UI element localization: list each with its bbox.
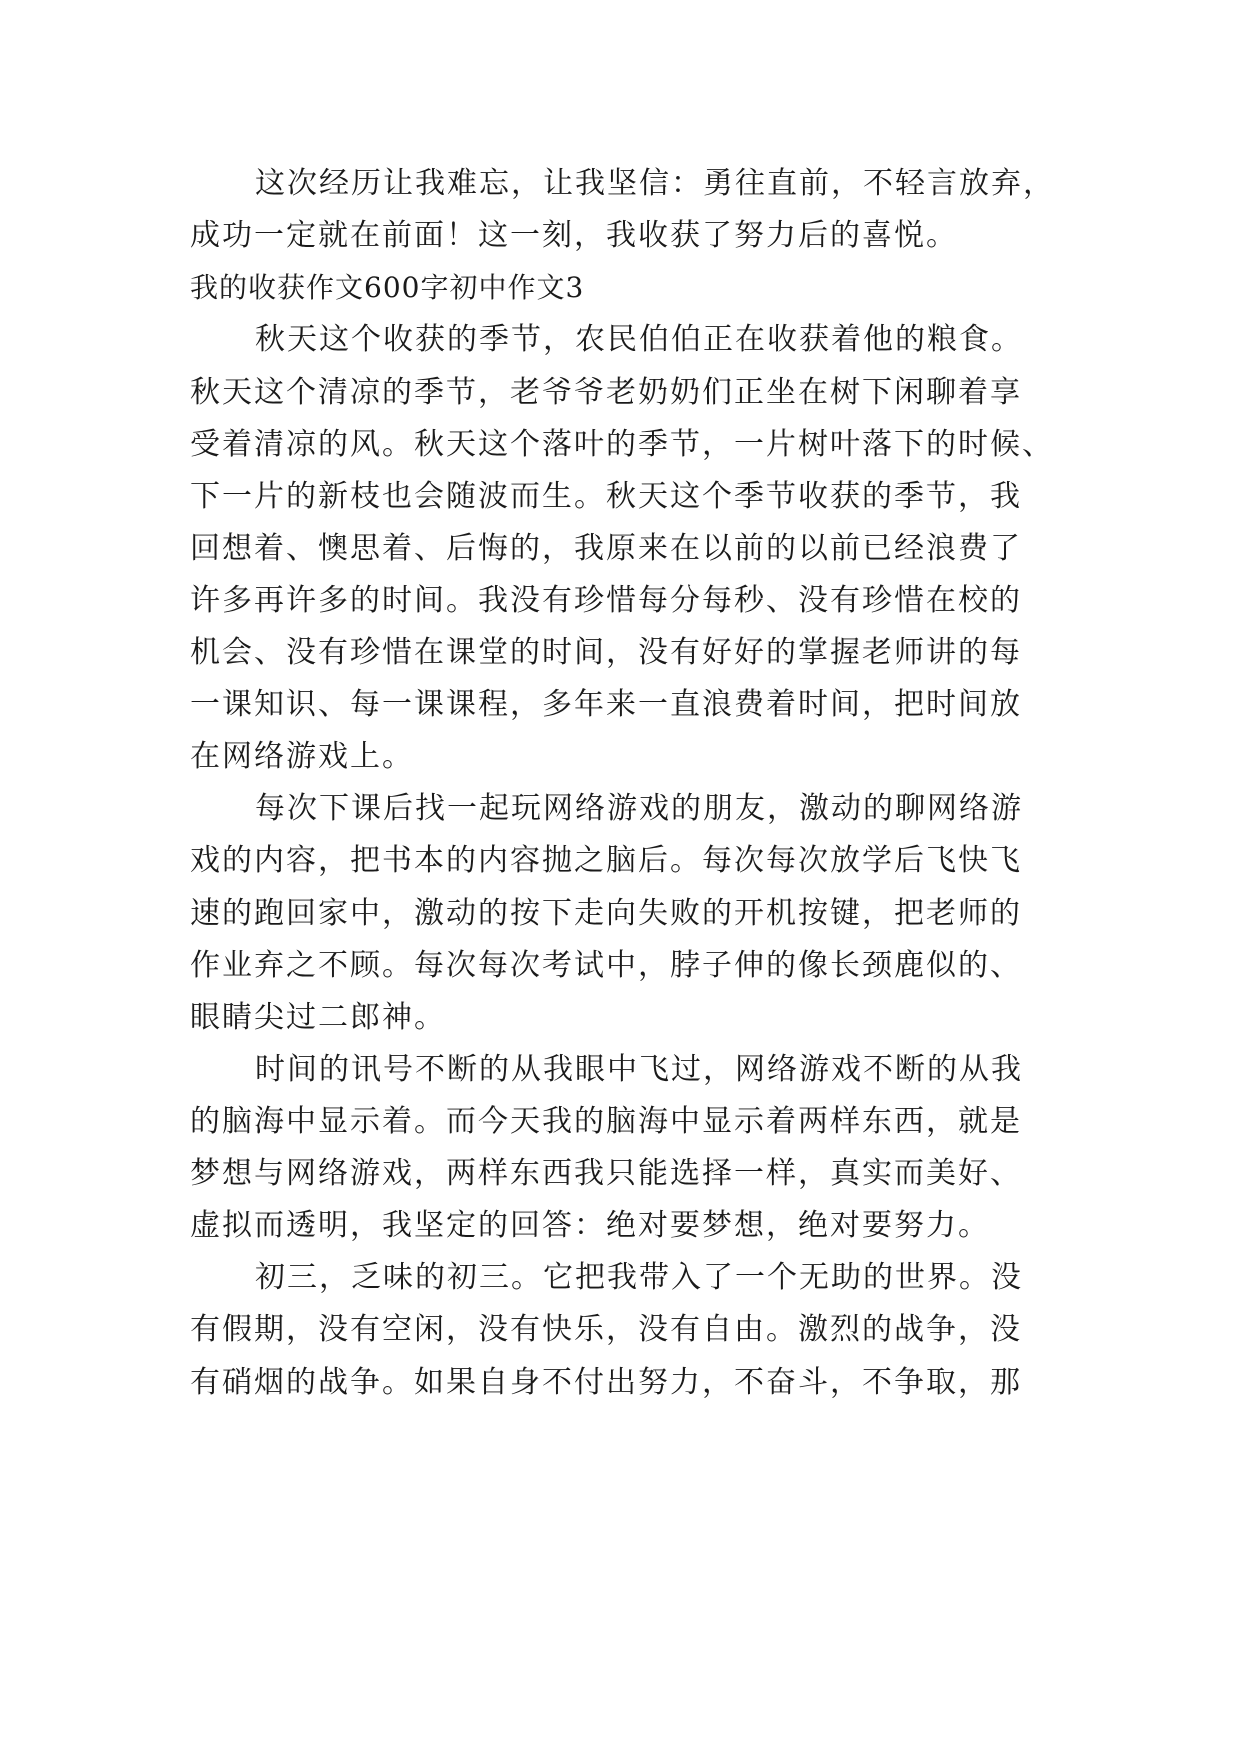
text-line: 有硝烟的战争。如果自身不付出努力，不奋斗，不争取，那: [190, 1365, 1022, 1400]
text-line: 机会、没有珍惜在课堂的时间，没有好好的掌握老师讲的每: [190, 635, 1022, 670]
text-line: 回想着、懊思着、后悔的，我原来在以前的以前已经浪费了: [190, 531, 1022, 566]
text-line: 受着清凉的风。秋天这个落叶的季节，一片树叶落下的时候、: [190, 427, 1054, 462]
text-line: 有假期，没有空闲，没有快乐，没有自由。激烈的战争，没: [190, 1312, 1022, 1347]
text-line: 虚拟而透明，我坚定的回答：绝对要梦想，绝对要努力。: [190, 1208, 990, 1243]
text-line: 成功一定就在前面！这一刻，我收获了努力后的喜悦。: [190, 218, 958, 253]
text-line: 眼睛尖过二郎神。: [190, 1000, 446, 1035]
text-line: 时间的讯号不断的从我眼中飞过，网络游戏不断的从我: [255, 1052, 1023, 1087]
text-line: 许多再许多的时间。我没有珍惜每分每秒、没有珍惜在校的: [190, 583, 1022, 618]
text-line: 下一片的新枝也会随波而生。秋天这个季节收获的季节，我: [190, 479, 1022, 514]
text-line: 戏的内容，把书本的内容抛之脑后。每次每次放学后飞快飞: [190, 843, 1022, 878]
text-line: 初三，乏味的初三。它把我带入了一个无助的世界。没: [255, 1260, 1023, 1295]
section-heading: 我的收获作文600字初中作文3: [190, 271, 585, 304]
text-line: 这次经历让我难忘，让我坚信：勇往直前，不轻言放弃，: [255, 166, 1055, 201]
text-line: 在网络游戏上。: [190, 739, 414, 774]
text-line: 梦想与网络游戏，两样东西我只能选择一样，真实而美好、: [190, 1156, 1022, 1191]
text-line: 一课知识、每一课课程，多年来一直浪费着时间，把时间放: [190, 687, 1022, 722]
text-line: 速的跑回家中，激动的按下走向失败的开机按键，把老师的: [190, 896, 1022, 931]
text-line: 每次下课后找一起玩网络游戏的朋友，激动的聊网络游: [255, 791, 1023, 826]
text-line: 的脑海中显示着。而今天我的脑海中显示着两样东西，就是: [190, 1104, 1022, 1139]
text-line: 作业弃之不顾。每次每次考试中，脖子伸的像长颈鹿似的、: [190, 948, 1022, 983]
text-line: 秋天这个清凉的季节，老爷爷老奶奶们正坐在树下闲聊着享: [190, 375, 1022, 410]
text-line: 秋天这个收获的季节，农民伯伯正在收获着他的粮食。: [255, 322, 1023, 357]
